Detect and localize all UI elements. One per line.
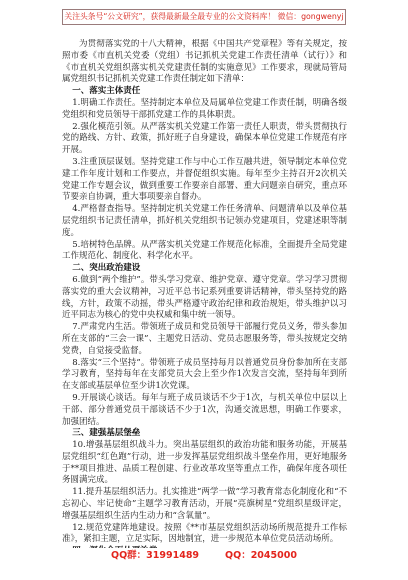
contact-footer	[0, 550, 408, 562]
clause-item: 1.明确工作责任。坚持制定本单位及局属单位党建工作责任制，明确各级党组织和党员领导干部抓党建工作的具体职责。	[62, 97, 347, 120]
clause-item: 12.规范党建阵地建设。按照《**市基层党组织活动场所规范提升工作标准》，紧扣主题，立足实际，因地制宜，进一步规范本单位党员活动场所。	[62, 522, 347, 545]
clause-item: 3.注重顶层谋划。坚持党建工作与中心工作互融共进，领导制定本单位党建工作年度计划和工作要点，并督促组织实施。每年至少主持召开2次机关党建工作专题会议，做到重要工作要亲自部署、重大问题亲自研究，重点环节要亲自协调，重大事项要亲自督办。	[62, 156, 347, 203]
clause-item: 2.强化模范引领。从严落实机关党建工作第一责任人职责，带头贯彻执行党的路线、方针、政策，抓好班子自身建设，确保本单位党建工作规范有序开展。	[62, 121, 347, 156]
clause-item: 11.提升基层组织活力。扎实推进“两学一做”学习教育常态化制度化和“不忘初心、牢记使命”主题学习教育活动，开展“亮旗树星”党组织星级评定，增强基层组织生活内生动力和“含氧量”。	[62, 487, 347, 521]
promo-banner	[62, 9, 346, 25]
section-heading: 一、落实主体责任	[72, 86, 141, 97]
document-body	[62, 39, 347, 548]
qq-number: QQ：2045000	[225, 550, 297, 561]
clause-item: 4.严格督查指导。坚持制定机关党建工作任务清单、问题清单以及单位基层党组织书记责任清单，抓好机关党组织书记领办党建项目，党建述职等制度。	[62, 204, 347, 238]
clause-item: 7.严肃党内生活。带领班子成员和党员领导干部履行党员义务，带头参加所在支部的“三会一课”、主题党日活动、党员志愿服务等，带头按规定交纳党费，自觉接受监督。	[62, 322, 347, 356]
clause-item: 9.开展谈心谈话。每年与班子成员谈话不少于1次，与机关单位中层以上干部、部分普通党员干部谈话不少于1次，沟通交流思想，明确工作要求，加强团结。	[62, 392, 347, 427]
clause-item: 6.做到“两个维护”。带头学习党章、维护党章、遵守党章。学习学习贯彻落实党的重大会议精神，习近平总书记系列重要讲话精神，带头坚持党的路线，方针，政策不动摇，带头严格遵守政治纪律和政治规矩，带头维护以习近平同志为核心的党中央权威和集中统一领导。	[62, 274, 347, 321]
clause-item: 10.增强基层组织战斗力。突出基层组织的政治功能和服务功能，开展基层党组织“红色跑”行动，进一步发挥基层党组织战斗堡垒作用，更好地服务于**项目推进、品质工程创建、行业改革攻坚等重点工作，确保年度各项任务圆满完成。	[62, 440, 347, 486]
clause-item: 5.培树特色品牌。从严落实机关党建工作规范化标准，全面提升全局党建工作规范化、制度化、科学化水平。	[62, 239, 347, 262]
section-heading: 三、建强基层堡垒	[72, 428, 141, 439]
promo-banner-text: 关注头条号“公文研究”，获得最新最全最专业的公文资料库！ 微信：gongwenyj	[64, 12, 344, 21]
section-heading: 二、突出政治建设	[72, 263, 141, 274]
intro-paragraph: 为贯彻落实党的十八大精神，根据《中国共产党章程》等有关规定，按照市委《市直机关党委（党组）书记抓机关党建工作责任清单（试行）》和《市直机关党组织落实机关党建责任制的实施意见》工作要求，现就局管局属党组织书记抓机关党建工作责任制定如下清单：	[62, 39, 347, 85]
section-heading	[62, 546, 347, 548]
qq-group-number: QQ群：31991489	[111, 550, 200, 561]
clause-item: 8.落实“三个坚持”。带领班子成员坚持每月以普通党员身份参加所在支部学习教育，坚持每年在支部党员大会上至少作1次发言交流，坚持每年到所在支部或基层单位至少讲1次党课。	[62, 357, 347, 392]
